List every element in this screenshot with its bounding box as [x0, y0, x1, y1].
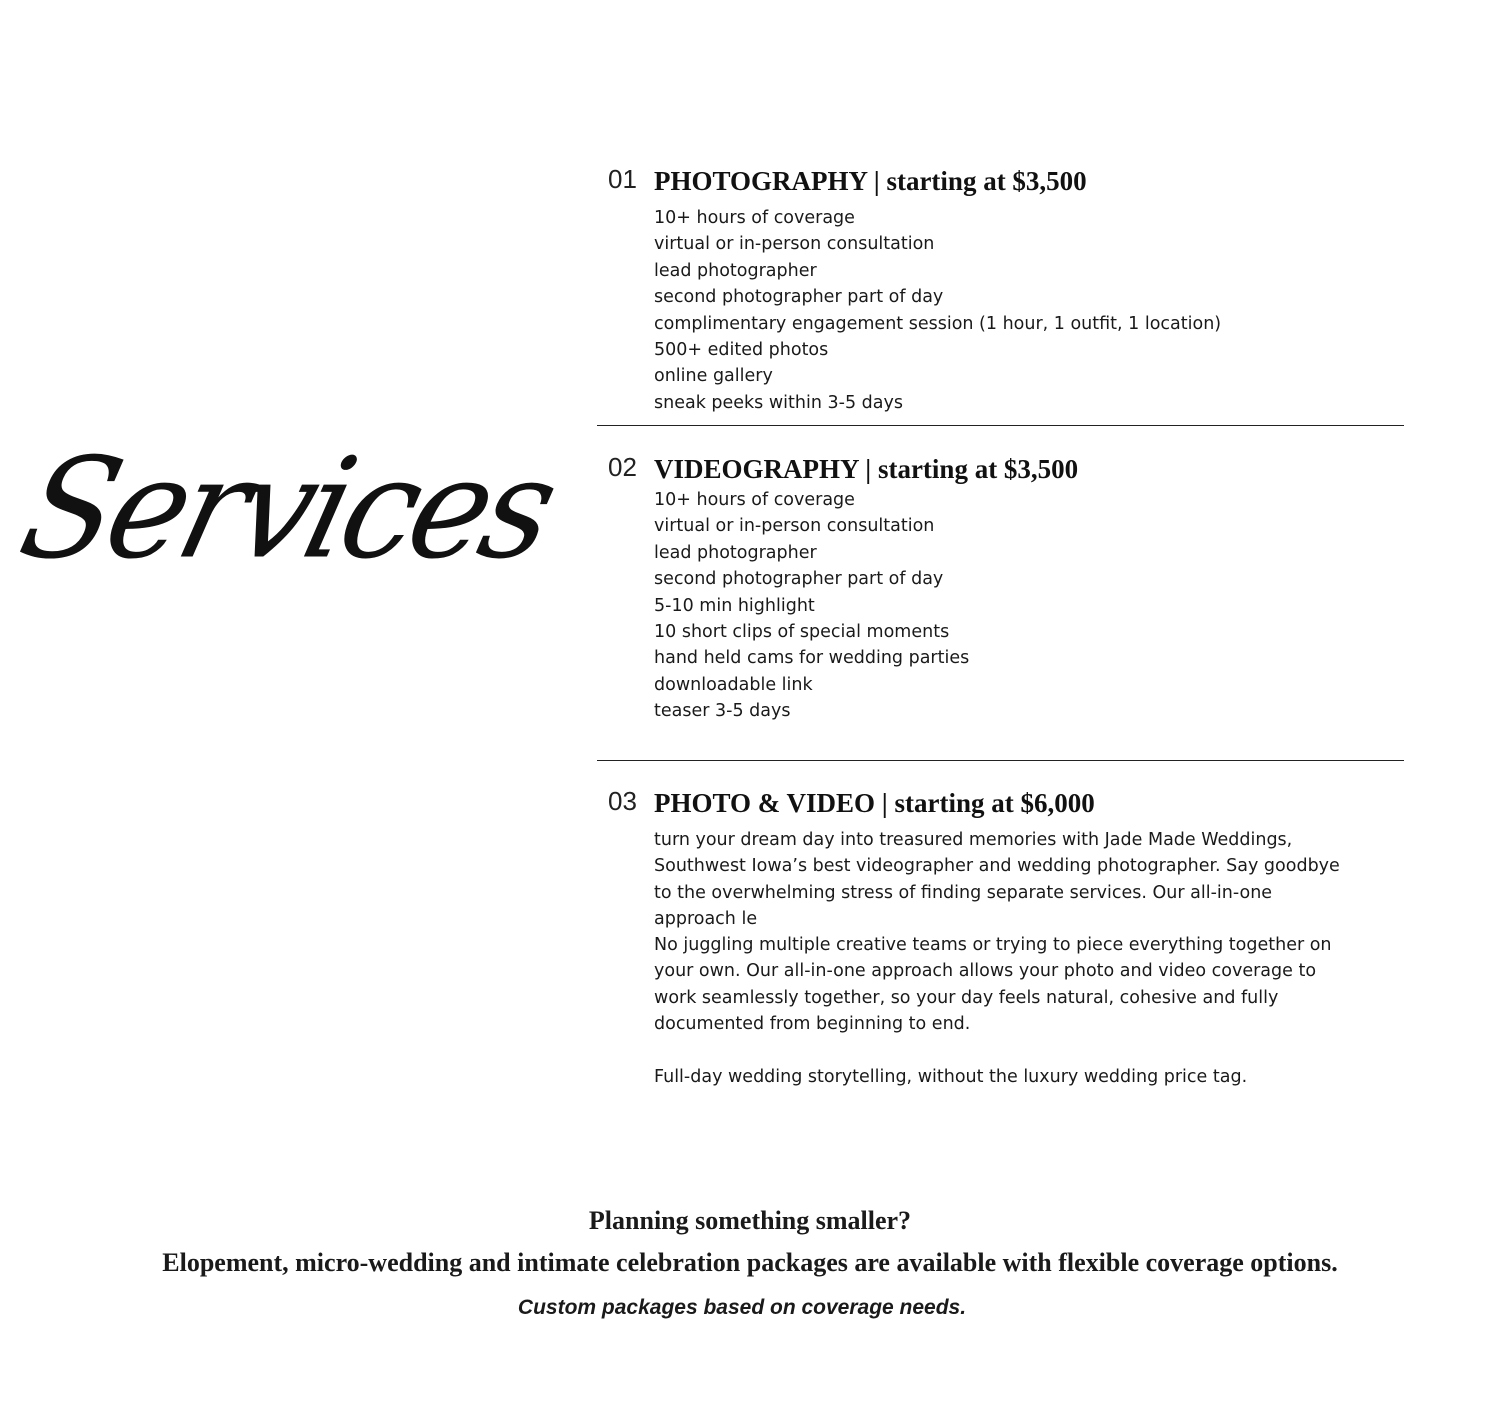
list-item: lead photographer: [654, 542, 817, 563]
description-paragraph: No juggling multiple creative teams or trying to piece everything together on your own. Our all-in-one approach allows your photo and video coverage to work seamlessly together, so your day feels natural, cohesive and fully documented from beginning to end.: [654, 935, 1332, 1035]
list-item: 10+ hours of coverage: [654, 490, 855, 510]
list-item: second photographer part of day: [654, 569, 944, 590]
section-divider: [597, 425, 1404, 426]
feature-list: [654, 487, 969, 725]
list-item: teaser 3-5 days: [654, 701, 791, 722]
section-number: 02: [608, 452, 637, 482]
list-item: 10+ hours of coverage: [654, 208, 855, 228]
footer-note: Custom packages based on coverage needs.: [517, 1296, 967, 1319]
section-heading: PHOTO & VIDEO | starting at $6,000: [654, 788, 1095, 818]
list-item: virtual or in-person consultation: [654, 516, 935, 537]
list-item: 10 short clips of special moments: [654, 622, 950, 643]
description-paragraph: turn your dream day into treasured memories with Jade Made Weddings, Southwest Iowa’s best videographer and wedding photographer. Say goodbye to the overwhelming stress of finding separate services. Our all-in-one approach le: [654, 830, 1340, 930]
list-item: second photographer part of day: [654, 287, 944, 308]
footer-question: Planning something smaller?: [588, 1206, 912, 1235]
list-item: online gallery: [654, 366, 773, 387]
description-paragraph: Full-day wedding storytelling, without the luxury wedding price tag.: [654, 1067, 1248, 1087]
section-heading: PHOTOGRAPHY | starting at $3,500: [654, 166, 1087, 196]
list-item: hand held cams for wedding parties: [654, 648, 970, 669]
section-heading: VIDEOGRAPHY | starting at $3,500: [654, 454, 1079, 484]
footer-line: Elopement, micro-wedding and intimate celebration packages are available with flexible coverage options.: [162, 1248, 1338, 1277]
list-item: virtual or in-person consultation: [654, 234, 935, 255]
list-item: 500+ edited photos: [654, 340, 829, 361]
list-item: sneak peeks within 3-5 days: [654, 392, 903, 413]
section-divider: [597, 760, 1404, 761]
list-item: downloadable link: [654, 674, 813, 695]
section-number: 01: [608, 164, 637, 194]
list-item: lead photographer: [654, 260, 817, 281]
feature-list: [654, 205, 1221, 416]
section-number: 03: [608, 786, 637, 816]
list-item: 5-10 min highlight: [654, 595, 815, 616]
list-item: complimentary engagement session (1 hour, 1 outfit, 1 location): [654, 313, 1222, 334]
services-title: Services: [6, 428, 568, 591]
